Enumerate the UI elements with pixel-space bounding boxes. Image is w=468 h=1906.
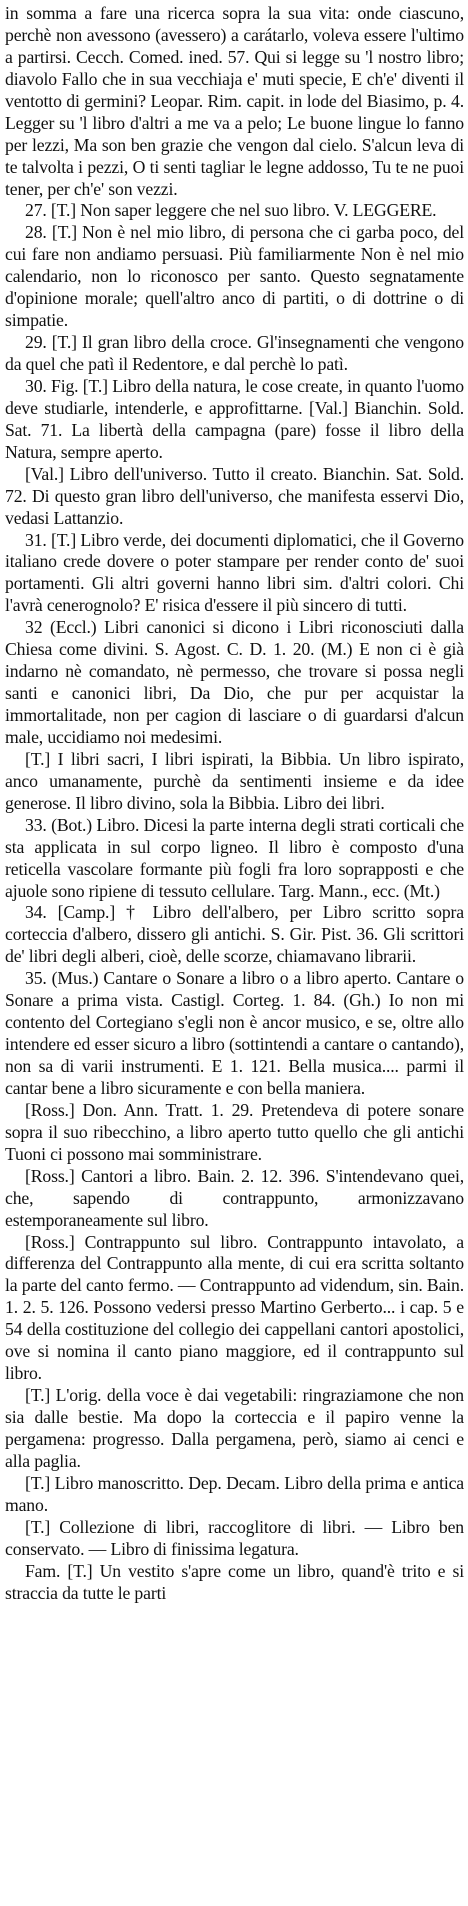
- entry-35-ross-cantori: [Ross.] Cantori a libro. Bain. 2. 12. 396. S'intendevano quei, che, sapendo di contrappunto, armonizzavano estemporaneamente sul libro.: [5, 1165, 464, 1230]
- entry-orig-voce: [T.] L'orig. della voce è dai vegetabili: ringraziamone che non sia dalle bestie. Ma dopo la corteccia e il papiro venne la pergamena: progresso. Dalla pergamena, però, siamo ai cenci e alla paglia.: [5, 1385, 464, 1471]
- entry-fam-vestito: Fam. [T.] Un vestito s'apre come un libro, quand'è trito e si straccia da tutte le parti: [5, 1560, 464, 1603]
- paragraph-continuation: in somma a fare una ricerca sopra la sua vita: onde ciascuno, perchè non avessono (avessero) a carátarlo, voleva essere l'ultimo a partirsi. Cecch. Comed. ined. 57. Qui si legge su 'l nostro libro; diavolo Fallo che in sua vecchiaja e' muti specie, E ch'e' diventi il ventotto di germini? Leopar. Rim. capit. in lode del Biasimo, p. 4. Legger su 'l libro d'altri a me va a pelo; Le buone lingue lo fanno per lezzi, Ma son ben grazie che vengon dal cielo. S'alcun leva di te talvolta i pezzi, O ti senti tagliar le legne addosso, Tu te ne puoi tener, per ch'e' son vezzi.: [5, 3, 464, 199]
- entry-27: 27. [T.] Non saper leggere che nel suo libro. V. LEGGERE.: [25, 200, 437, 221]
- entry-35-ross-don-ann: [Ross.] Don. Ann. Tratt. 1. 29. Pretendeva di potere sonare sopra il suo ribecchino, a libro aperto tutto quello che gli antichi Tuoni ci possono mai somministrare.: [5, 1099, 464, 1164]
- entry-31: 31. [T.] Libro verde, dei documenti diplomatici, che il Governo italiano crede dovere o poter stampare per render conto de' suoi portamenti. Gli altri governi hanno libri sim. d'altri colori. Chi l'avrà cenerognolo? E' risica d'essere il più sincero di tutti.: [5, 529, 464, 616]
- entry-30-universo: [Val.] Libro dell'universo. Tutto il creato. Bianchin. Sat. Sold. 72. Di questo gran libro dell'universo, che manifesta esservi Dio, vedasi Lattanzio.: [5, 463, 464, 528]
- entry-29: 29. [T.] Il gran libro della croce. Gl'insegnamenti che vengono da quel che patì il Redentore, e dal perchè lo patì.: [5, 332, 464, 374]
- entry-32: 32 (Eccl.) Libri canonici si dicono i Libri riconosciuti dalla Chiesa come divini. S. Agost. C. D. 1. 20. (M.) E non ci è già indarno nè comandato, nè permesso, che trovare si possa negli santi e canonici libri, Da Dio, che pur per acquistar la immortalitade, non per cagion di lasciare o di guardarsi d'alcun male, uccidiamo noi medesimi.: [5, 617, 464, 747]
- entry-33: 33. (Bot.) Libro. Dicesi la parte interna degli strati corticali che sta applicata in sul corpo ligneo. Il libro è composto d'una reticella vascolare formante più fogli fra loro soprapposti e che ajuole sono ripiene di tessuto cellulare. Targ. Mann., ecc. (Mt.): [5, 814, 464, 901]
- entry-28: 28. [T.] Non è nel mio libro, di persona che ci garba poco, del cui fare non andiamo persuasi. Più familiarmente Non è nel mio calendario, non lo riconosco per santo. Questo segnatamente d'opinione morale; quell'altro anco di partiti, o di dottrine o di simpatie.: [5, 222, 464, 331]
- entry-30: 30. Fig. [T.] Libro della natura, le cose create, in quanto l'uomo deve studiarle, intenderle, e approfittarne. [Val.] Bianchin. Sold. Sat. 71. La libertà della campagna (pare) fosse il libro della Natura, sempre aperto.: [5, 375, 464, 462]
- entry-manoscritto: [T.] Libro manoscritto. Dep. Decam. Libro della prima e antica mano.: [5, 1472, 464, 1515]
- entry-35: 35. (Mus.) Cantare o Sonare a libro o a libro aperto. Cantare o Sonare a prima vista. Castigl. Corteg. 1. 84. (Gh.) Io non mi contento del Cortegiano s'egli non è ancor musico, e se, oltre allo intendere ed esser sicuro a libro (sottintendi a cantare o cantando), non sa di varii instrumenti. E 1. 121. Bella musica.... parmi il cantar bene a libro sicuramente e con bella maniera.: [5, 968, 464, 1098]
- dictionary-page: [5, 3, 464, 1604]
- entry-34: 34. [Camp.] † Libro dell'albero, per Libro scritto sopra corteccia d'albero, dissero gli antichi. S. Gir. Pist. 36. Gli scrittori de' libri degli alberi, cioè, delle scorze, chiamavano librarii.: [5, 902, 464, 967]
- entry-collezione: [T.] Collezione di libri, raccoglitore di libri. — Libro ben conservato. — Libro di finissima legatura.: [5, 1516, 464, 1559]
- entry-35-ross-contrappunto: [Ross.] Contrappunto sul libro. Contrappunto intavolato, a differenza del Contrappunto alla mente, di cui era scritta soltanto la parte del canto fermo. — Contrappunto ad videndum, sin. Bain. 1. 2. 5. 126. Possono vedersi presso Martino Gerberto... i cap. 5 e 54 della costituzione del collegio dei cappellani cantori apostolici, ove si nomina il canto piano maggiore, ed il contrappunto sul libro.: [5, 1231, 465, 1384]
- entry-32-libri-sacri: [T.] I libri sacri, I libri ispirati, la Bibbia. Un libro ispirato, anco umanamente, purchè da sentimenti insieme e da idee generose. Il libro divino, sola la Bibbia. Libro dei libri.: [5, 748, 464, 813]
